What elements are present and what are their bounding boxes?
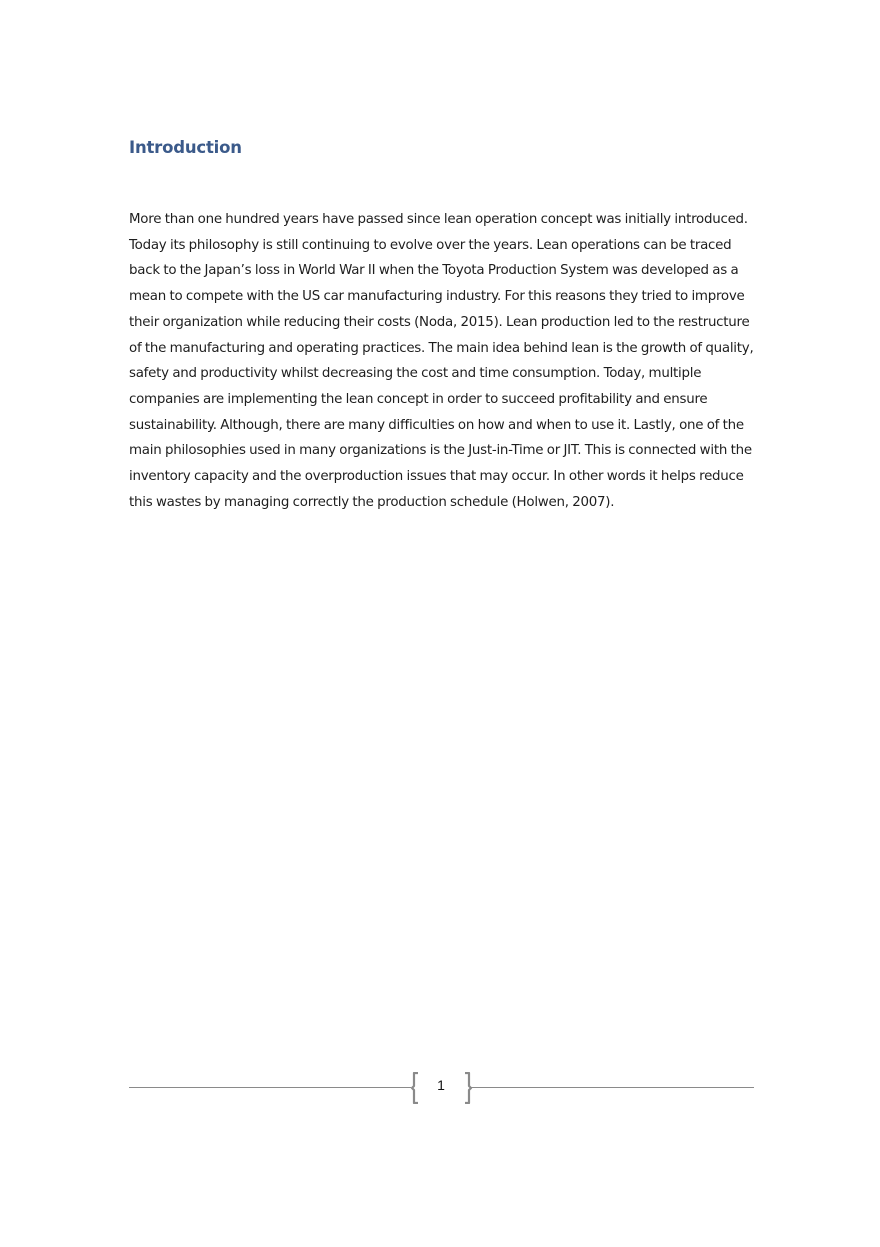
right-bracket-icon <box>463 1072 473 1104</box>
footer-rule-right <box>470 1087 754 1088</box>
page-number: 1 <box>437 1077 445 1093</box>
left-bracket-icon <box>410 1072 420 1104</box>
page-footer <box>129 1070 754 1106</box>
body-paragraph: More than one hundred years have passed since lean operation concept was initially introduced. Today its philosophy is still continuing to evolve over the years. Lean operations can be traced back to the Japan’s loss in World War II when the Toyota Production System was developed as a mean to compete with the US car manufacturing industry. For this reasons they tried to improve their organization while reducing their costs (Noda, 2015). Lean production led to the restructure of the manufacturing and operating practices. The main idea behind lean is the growth of quality, safety and productivity whilst decreasing the cost and time consumption. Today, multiple companies are implementing the lean concept in order to succeed profitability and ensure sustainability. Although, there are many difficulties on how and when to use it. Lastly, one of the main philosophies used in many organizations is the Just-in-Time or JIT. This is connected with the inventory capacity and the overproduction issues that may occur. In other words it helps reduce this wastes by managing correctly the production schedule (Holwen, 2007). <box>129 212 754 510</box>
section-heading: Introduction <box>129 138 242 157</box>
footer-rule-left <box>129 1087 411 1088</box>
